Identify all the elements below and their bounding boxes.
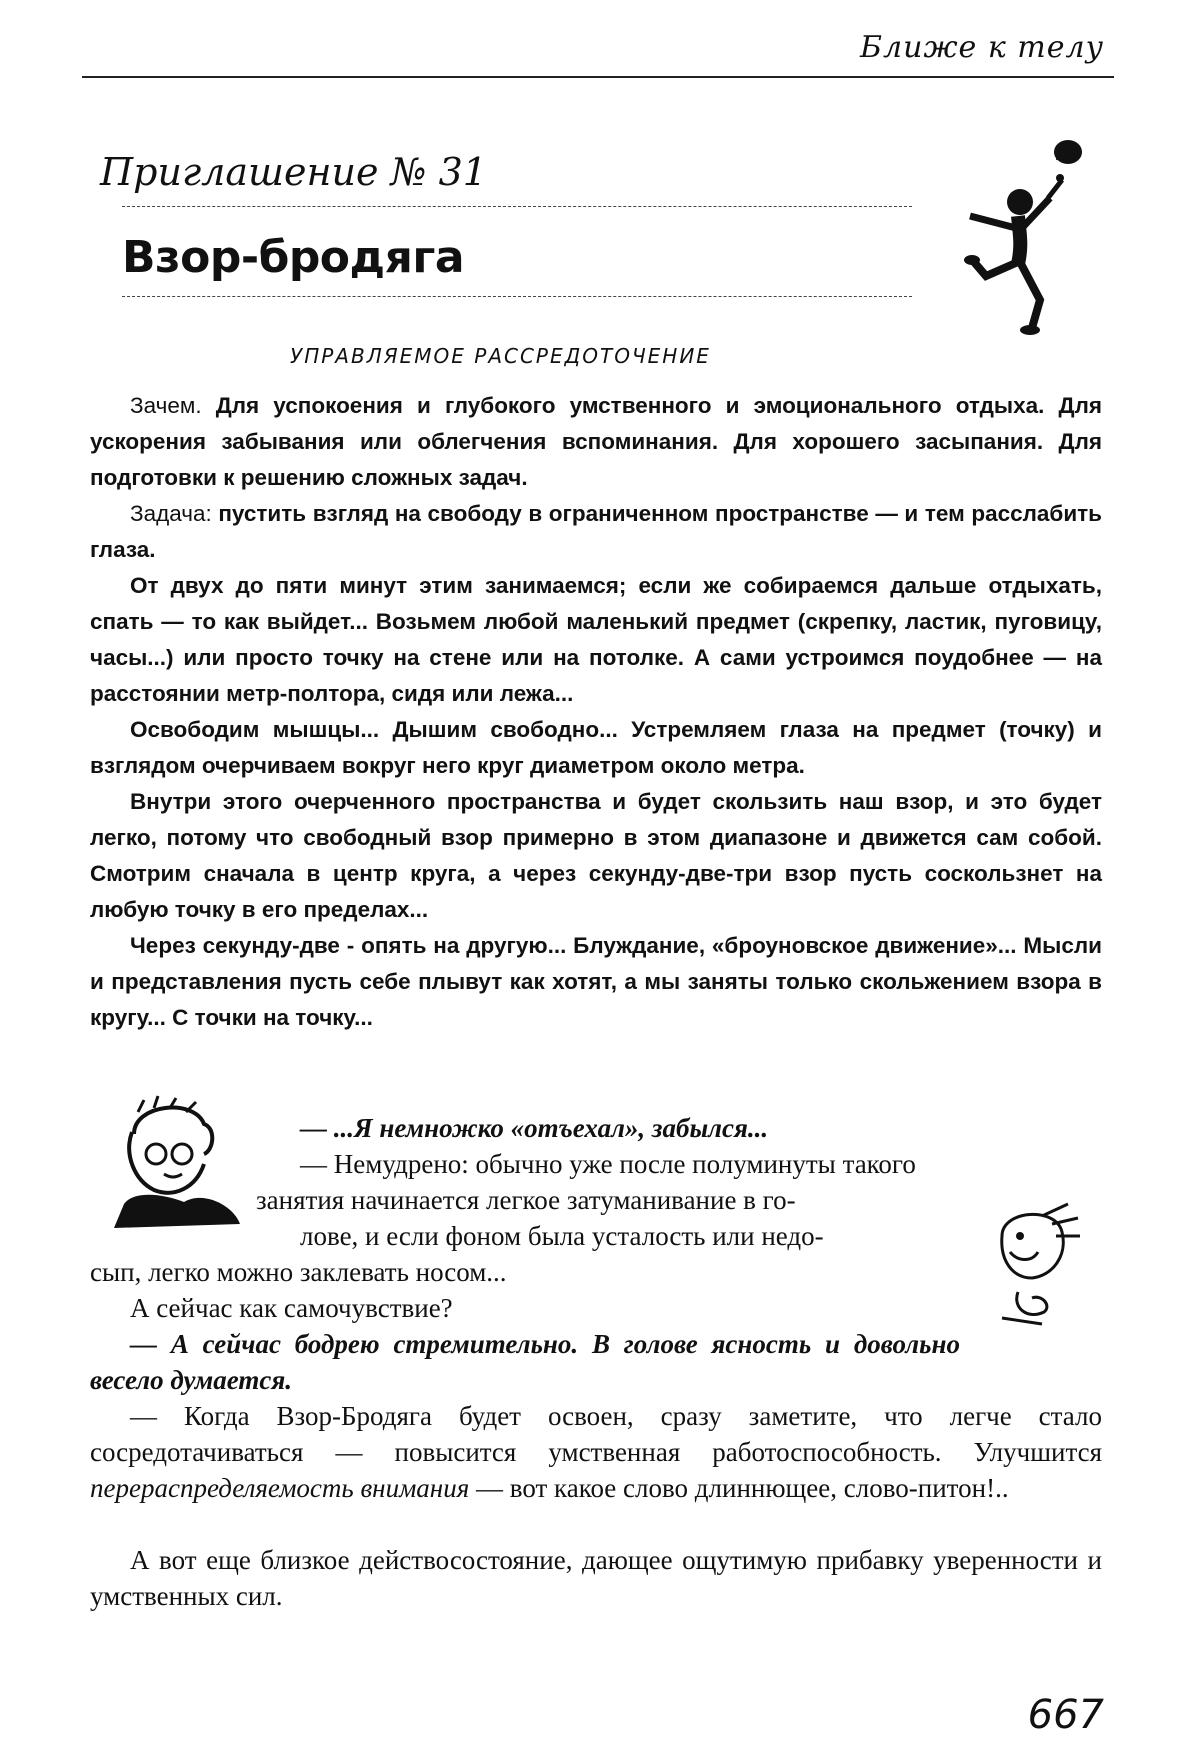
explanation-emphasis: перераспределяемость внимания [90, 1473, 470, 1503]
thinking-man-illustration [104, 1094, 244, 1234]
explanation-part-b: — вот какое слово длиннющее, слово-питон!.. [469, 1473, 1009, 1503]
dialogue-explanation [90, 1398, 1102, 1506]
paragraph-purpose [90, 388, 1102, 496]
paragraph-circle: Внутри этого очерченного пространства и будет скользить наш взор, и это будет легко, потому что свободный взор примерно в этом диапазоне и движется сам собой. Смотрим сначала в центр круга, а через секунду-две-три взор пусть соскользнет на любую точку в его пределах... [90, 789, 1102, 922]
paragraph-relax: Освободим мышцы... Дышим свободно... Устремляем глаза на предмет (точку) и взглядом очерчиваем вокруг него круг диаметром около метра. [90, 717, 1102, 778]
header-rule [82, 76, 1114, 78]
running-figure-illustration [960, 136, 1100, 336]
paragraph-duration: От двух до пяти минут этим занимаемся; если же собираемся дальше отдыхать, спать — то как выйдет... Возьмем любой маленький предмет (скрепку, ластик, пуговицу, часы...) или просто точку на стене или на потолке. А сами устроимся поудобнее — на расстоянии метр-полтора, сидя или лежа... [90, 573, 1102, 706]
title-rule-top [122, 206, 912, 207]
page-number: 667 [1027, 1692, 1104, 1738]
purpose-lead: Зачем. [130, 393, 202, 418]
invitation-label: Приглашение № 31 [100, 150, 487, 194]
dialogue-answer: — А сейчас бодрею стремительно. В голове ясность и довольно весело думается. [90, 1329, 960, 1395]
purpose-text: Для успокоения и глубокого умственного и эмоционального отдыха. Для ускорения забывания или облегчения вспоминания. Для хорошего засыпания. Для подготовки к решению сложных задач. [90, 393, 1102, 490]
page-title: Взор-бродяга [122, 232, 465, 283]
dialogue-line-3: занятия начинается легкое затуманивание в го- [256, 1185, 796, 1215]
task-text: пустить взгляд на свободу в ограниченном пространстве — и тем расслабить глаза. [90, 501, 1102, 562]
subtitle: УПРАВЛЯЕМОЕ РАССРЕДОТОЧЕНИЕ [290, 344, 711, 368]
paragraph-task [90, 496, 1102, 568]
dialogue-line-1: — ...Я немножко «отъехал», забылся... [300, 1113, 769, 1143]
dialogue-line-4: лове, и если фоном была усталость или недо- [300, 1221, 824, 1251]
main-text [90, 388, 1102, 1036]
laughing-man-illustration [982, 1196, 1082, 1326]
dialogue-closing: А вот еще близкое действосостояние, дающее ощутимую прибавку уверенности и умственных сил. [90, 1545, 1102, 1611]
dialogue-line-5: сып, легко можно заклевать носом... [90, 1257, 507, 1287]
paragraph-wander: Через секунду-две - опять на другую... Блуждание, «броуновское движение»... Мысли и представления пусть себе плывут как хотят, а мы заняты только скольжением взора в кругу... С точки на точку... [90, 933, 1102, 1030]
explanation-part-a: — Когда Взор-Бродяга будет освоен, сразу заметите, что легче стало сосредотачиваться — повысится умственная работоспособность. Улучшится [90, 1401, 1102, 1467]
running-header: Ближе к телу [859, 30, 1104, 65]
title-rule-bottom [122, 296, 912, 297]
task-lead: Задача: [130, 501, 212, 526]
dialogue-line-2: — Немудрено: обычно уже после полуминуты такого [300, 1149, 916, 1179]
dialogue-question: А сейчас как самочувствие? [130, 1293, 453, 1323]
